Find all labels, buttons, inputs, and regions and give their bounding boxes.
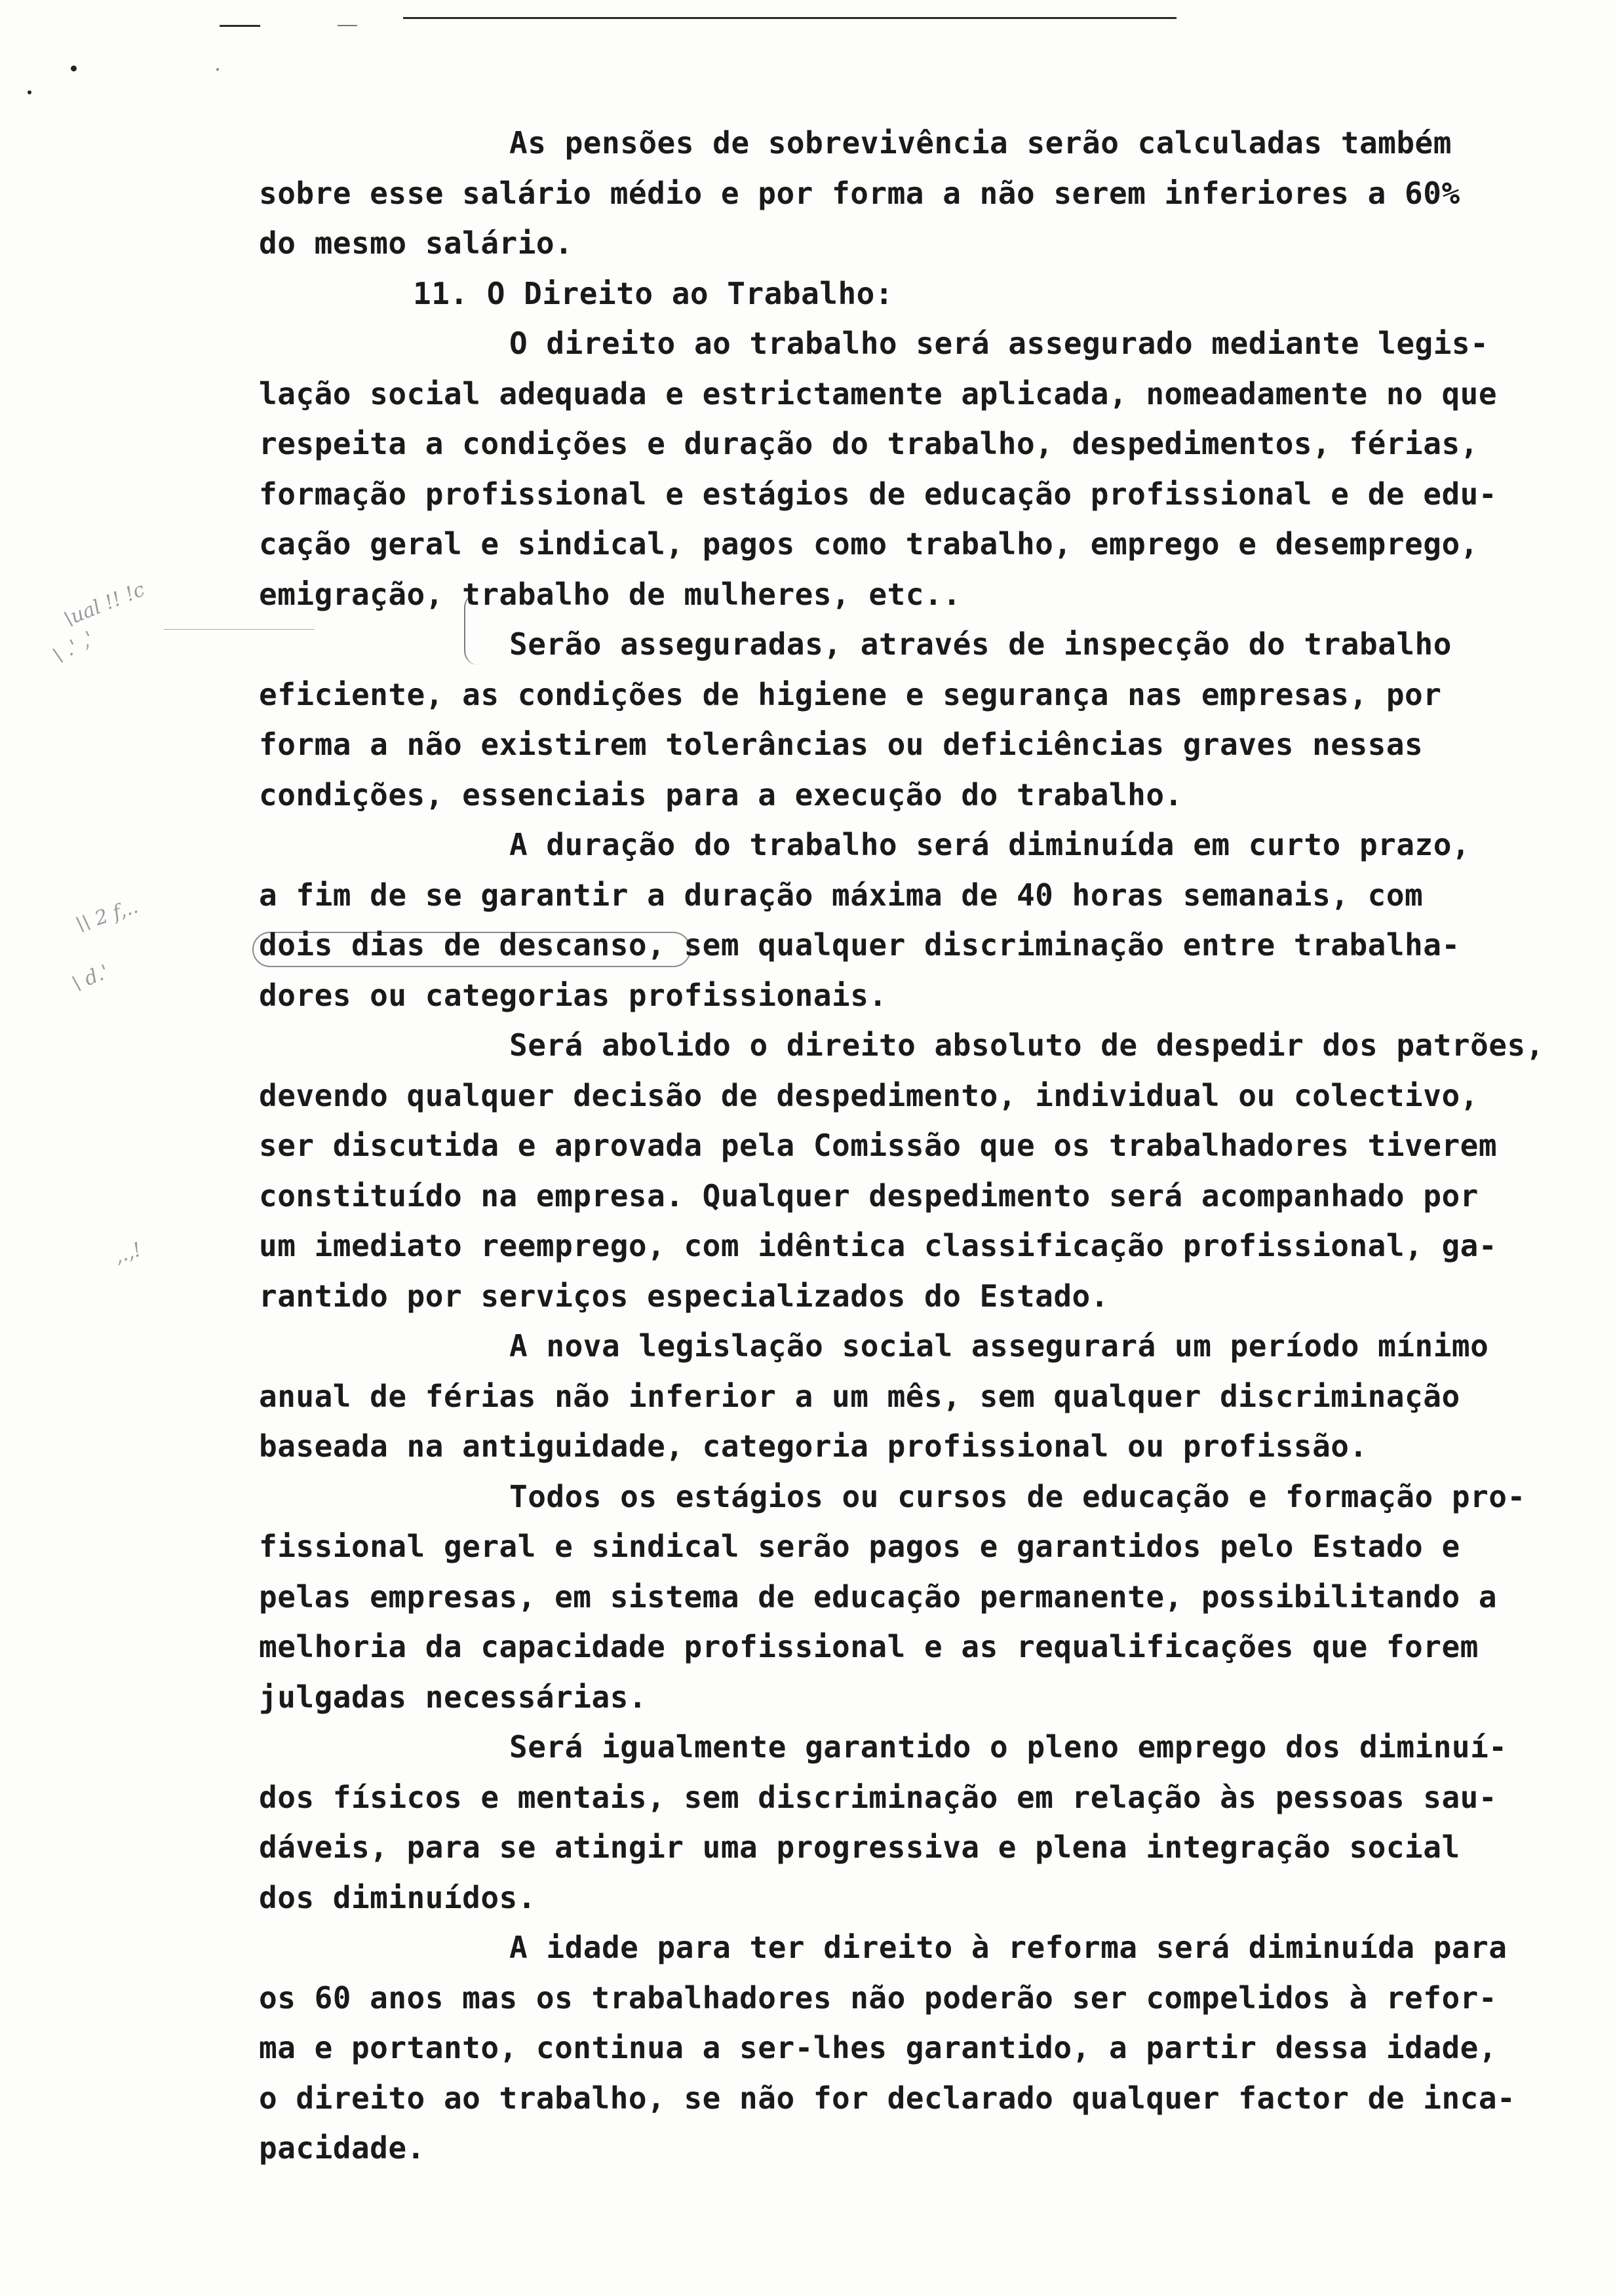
document-body (259, 118, 1583, 2173)
top-rule-short (220, 25, 260, 27)
text-line: o direito ao trabalho, se não for declarado qualquer factor de inca- (259, 2080, 1516, 2116)
text-line: do mesmo salário. (259, 225, 574, 261)
text-line: julgadas necessárias. (259, 1679, 648, 1715)
text-line: dos físicos e mentais, sem discriminação em relação às pessoas sau- (259, 1779, 1498, 1815)
top-rule-tick (338, 25, 357, 26)
text-line: devendo qualquer decisão de despedimento, individual ou colectivo, (259, 1077, 1479, 1113)
margin-pencil-note: \ .' ,' (49, 626, 98, 668)
text-line: A idade para ter direito à reforma será diminuída para (509, 1930, 1508, 1965)
text-line: O direito ao trabalho será assegurado mediante legis- (509, 326, 1489, 361)
text-line: dáveis, para se atingir uma progressiva e plena integração social (259, 1829, 1460, 1865)
text-line: um imediato reemprego, com idêntica classificação profissional, ga- (259, 1228, 1498, 1263)
text-line: 11. O Direito ao Trabalho: (413, 275, 894, 311)
text-line: os 60 anos mas os trabalhadores não poderão ser compelidos à refor- (259, 1980, 1498, 2016)
text-line: forma a não existirem tolerâncias ou deficiências graves nessas (259, 727, 1424, 762)
paragraph (259, 1722, 1583, 1923)
text-line: baseada na antiguidade, categoria profissional ou profissão. (259, 1428, 1368, 1464)
text-line: pelas empresas, em sistema de educação permanente, possibilitando a (259, 1578, 1498, 1615)
text-line: constituído na empresa. Qualquer despedimento será acompanhado por (259, 1177, 1479, 1214)
paragraph (259, 1321, 1583, 1472)
text-line: A nova legislação social assegurará um período mínimo (509, 1328, 1489, 1364)
paragraph (259, 820, 1583, 1020)
text-line: rantido por serviços especializados do Estado. (259, 1278, 1109, 1314)
text-line: formação profissional e estágios de educação profissional e de edu- (259, 476, 1498, 512)
text-line: respeita a condições e duração do trabalho, despedimentos, férias, (259, 426, 1479, 461)
text-line: Todos os estágios ou cursos de educação e formação pro- (509, 1478, 1526, 1514)
ink-speck (216, 68, 219, 71)
text-line: As pensões de sobrevivência serão calculadas também (509, 125, 1452, 161)
paragraph (259, 1923, 1583, 2173)
margin-pencil-note: \ d.' (69, 960, 113, 996)
paragraph (259, 118, 1583, 269)
text-line: melhoria da capacidade profissional e as requalificações que forem (259, 1629, 1479, 1664)
text-line: ser discutida e aprovada pela Comissão que os trabalhadores tiverem (259, 1128, 1498, 1163)
margin-pencil-note: \ual !! !c (61, 578, 148, 631)
text-line: fissional geral e sindical serão pagos e garantidos pelo Estado e (259, 1529, 1460, 1564)
text-line: A duração do trabalho será diminuída em curto prazo, (509, 827, 1471, 862)
section-heading (259, 269, 1583, 319)
text-line: dois dias de descanso, sem qualquer discriminação entre trabalha- (259, 927, 1460, 963)
text-line: dores ou categorias profissionais. (259, 977, 887, 1013)
paragraph (259, 619, 1583, 820)
top-rule-long (403, 17, 1177, 19)
text-line: cação geral e sindical, pagos como trabalho, emprego e desemprego, (259, 526, 1479, 562)
text-line: Será abolido o direito absoluto de despedir dos patrões, (509, 1027, 1544, 1063)
text-line: ma e portanto, continua a ser-lhes garantido, a partir dessa idade, (259, 2030, 1498, 2065)
text-line: Será igualmente garantido o pleno emprego dos diminuí- (509, 1729, 1508, 1765)
text-line: Serão asseguradas, através de inspecção do trabalho (509, 626, 1452, 662)
paragraph (259, 1020, 1583, 1321)
text-line: anual de férias não inferior a um mês, sem qualquer discriminação (259, 1378, 1460, 1414)
text-line: dos diminuídos. (259, 1879, 536, 1915)
ink-speck (28, 90, 31, 94)
ink-speck (71, 66, 77, 71)
text-line: condições, essenciais para a execução do trabalho. (259, 776, 1183, 813)
text-line: emigração, trabalho de mulheres, etc.. (259, 576, 962, 612)
text-line: pacidade. (259, 2130, 425, 2166)
paragraph (259, 318, 1583, 619)
text-line: a fim de se garantir a duração máxima de 40 horas semanais, com (259, 877, 1424, 913)
text-line: lação social adequada e estrictamente aplicada, nomeadamente no que (259, 375, 1498, 411)
margin-pencil-note: ,.,! (111, 1238, 145, 1269)
margin-pencil-note: \\ 2 f,.. (73, 894, 142, 937)
text-line: eficiente, as condições de higiene e segurança nas empresas, por (259, 676, 1442, 712)
text-line: sobre esse salário médio e por forma a não serem inferiores a 60% (259, 175, 1460, 211)
paragraph (259, 1472, 1583, 1723)
